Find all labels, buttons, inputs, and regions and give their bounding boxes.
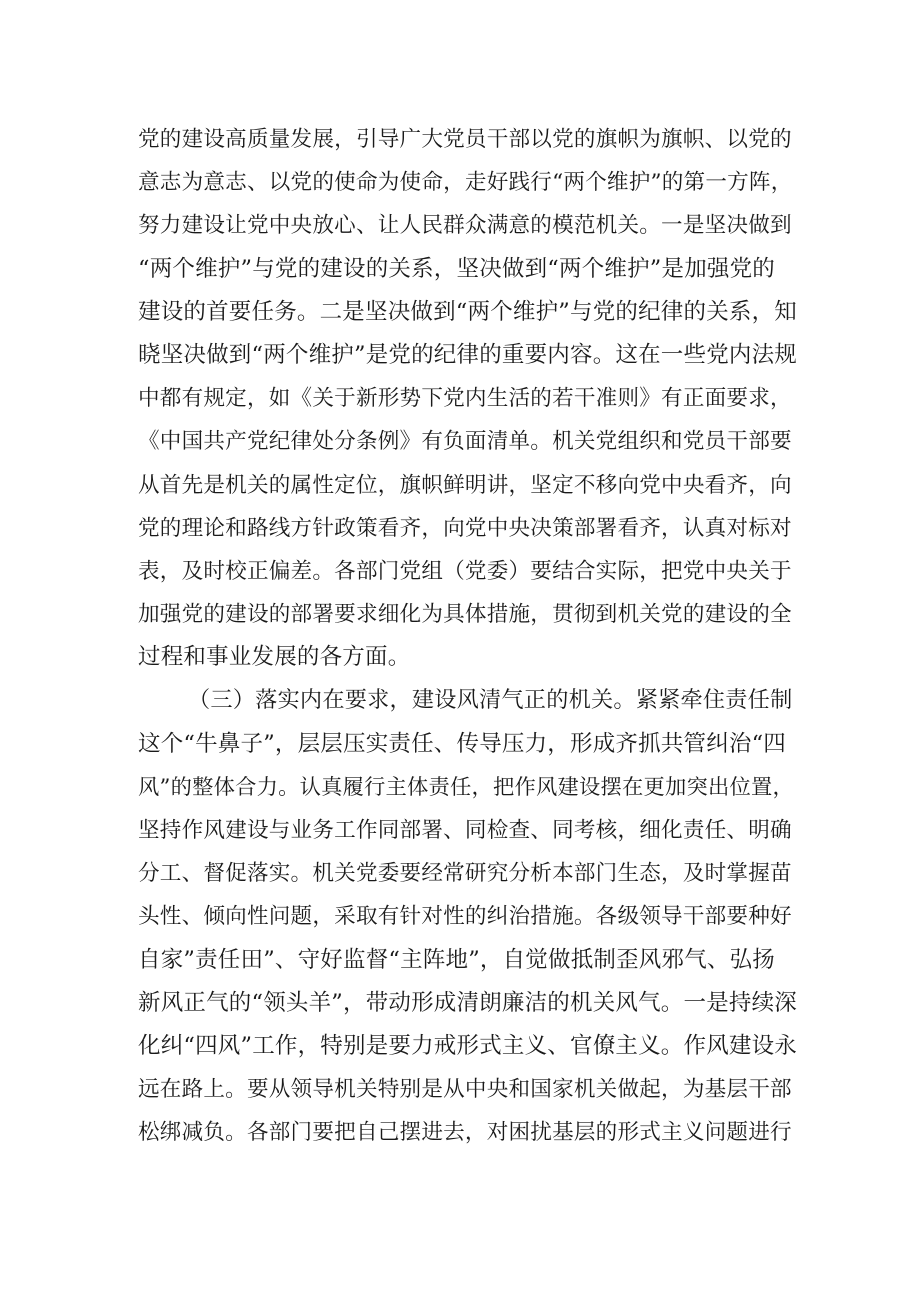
- section-heading-line: （三）落实内在要求，建设风清气正的机关。紧紧牵住责任制: [188, 687, 793, 714]
- text-line: 坚持作风建设与业务工作同部署、同检查、同考核，细化责任、明确: [138, 818, 792, 843]
- text-line: 建设的首要任务。二是坚决做到“两个维护”与党的纪律的关系，知: [138, 298, 798, 325]
- body-text: [138, 118, 798, 1155]
- text-line: 晓坚决做到“两个维护”是党的纪律的重要内容。这在一些党内法规: [138, 341, 798, 368]
- text-line: 化纠“四风”工作，特别是要力戒形式主义、官僚主义。作风建设永: [138, 1032, 798, 1059]
- text-line: 努力建设让党中央放心、让人民群众满意的模范机关。一是坚决做到: [138, 213, 792, 239]
- text-line: 自家”责任田”、守好监督“主阵地”，自觉做抵制歪风邪气、弘扬: [138, 946, 776, 973]
- text-line: 分工、督促落实。机关党委要经常研究分析本部门生态，及时掌握苗: [138, 861, 792, 887]
- text-line: 过程和事业发展的各方面。: [138, 644, 411, 671]
- text-line: “两个维护”与党的建设的关系，坚决做到“两个维护”是加强党的: [138, 255, 776, 282]
- text-line: 加强党的建设的部署要求细化为具体措施，贯彻到机关党的建设的全: [138, 602, 792, 628]
- text-line: 党的理论和路线方针政策看齐，向党中央决策部署看齐，认真对标对: [138, 515, 792, 541]
- text-line: 《中国共产党纪律处分条例》有负面清单。机关党组织和党员干部要: [138, 429, 792, 455]
- text-line: 从首先是机关的属性定位，旗帜鲜明讲，坚定不移向党中央看齐，向: [138, 472, 792, 498]
- text-line: 表，及时校正偏差。各部门党组（党委）要结合实际，把党中央关于: [138, 558, 792, 584]
- text-line: 远在路上。要从领导机关特别是从中央和国家机关做起，为基层干部: [138, 1077, 792, 1103]
- text-line: 松绑减负。各部门要把自己摆进去，对困扰基层的形式主义问题进行: [138, 1120, 792, 1146]
- text-line: 意志为意志、以党的使命为使命，走好践行“两个维护”的第一方阵，: [138, 170, 793, 196]
- text-line: 新风正气的“领头羊”，带动形成清朗廉洁的机关风气。一是持续深: [138, 989, 798, 1016]
- text-line: 头性、倾向性问题，采取有针对性的纠治措施。各级领导干部要种好: [138, 904, 792, 930]
- text-line: 党的建设高质量发展，引导广大党员干部以党的旗帜为旗帜、以党的: [138, 127, 792, 152]
- text-line: 中都有规定，如《关于新形势下党内生活的若干准则》有正面要求，: [138, 386, 792, 412]
- text-line: 风”的整体合力。认真履行主体责任，把作风建设摆在更加突出位置，: [138, 774, 794, 800]
- text-line: 这个“牛鼻子”，层层压实责任、传导压力，形成齐抓共管纠治“四: [138, 730, 787, 757]
